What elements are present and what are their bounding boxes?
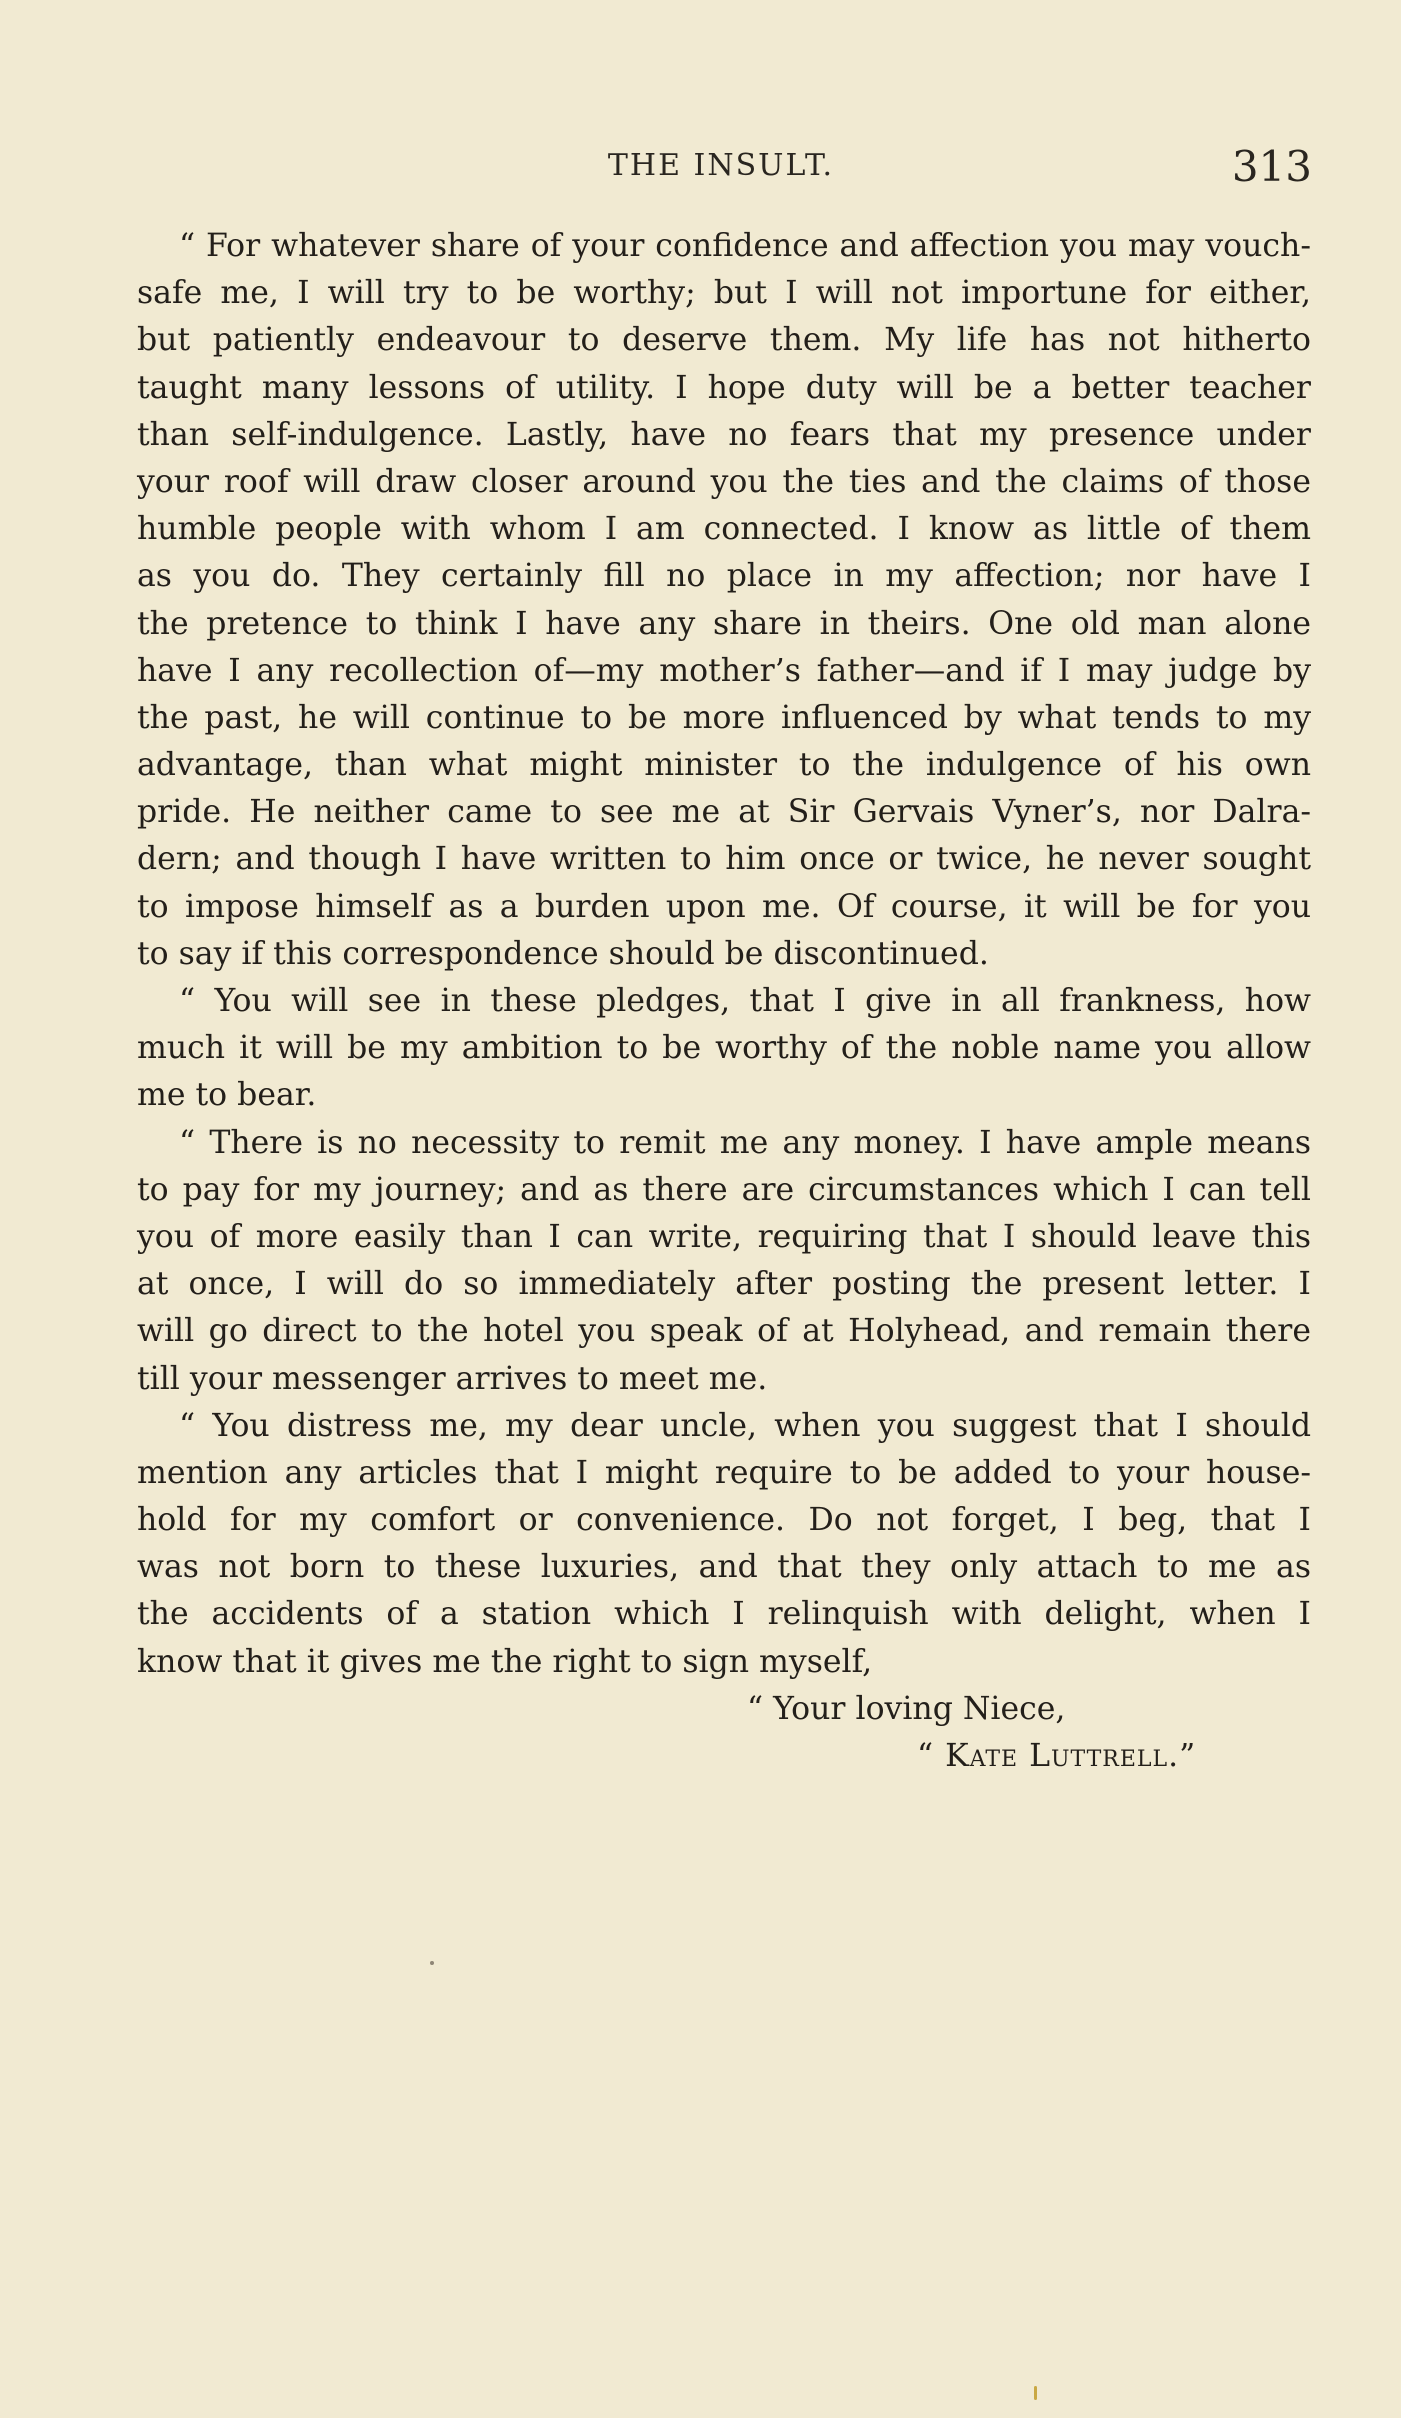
text-line: than self-indulgence. Lastly, have no fears that my presence under <box>137 416 1311 453</box>
paper-speck <box>1034 2386 1037 2400</box>
text-line: hold for my comfort or convenience. Do not forget, I beg, that I <box>137 1502 1311 1539</box>
text-line: to say if this correspondence should be discontinued. <box>137 935 989 972</box>
text-line: humble people with whom I am connected. I know as little of them <box>137 511 1311 548</box>
text-line: “ You distress me, my dear uncle, when you suggest that I should <box>179 1407 1311 1444</box>
letter-text <box>137 223 1311 1780</box>
text-line: mention any articles that I might require to be added to your house- <box>137 1454 1311 1491</box>
text-line: but patiently endeavour to deserve them. My life has not hitherto <box>137 322 1311 359</box>
text-line: have I any recollection of—my mother’s father—and if I may judge by <box>137 652 1311 689</box>
text-line: much it will be my ambition to be worthy of the noble name you allow <box>137 1030 1311 1067</box>
paper-speck <box>430 1961 434 1965</box>
text-line: “ You will see in these pledges, that I give in all frankness, how <box>179 983 1311 1019</box>
text-line: the accidents of a station which I relinquish with delight, when I <box>137 1596 1311 1633</box>
text-line: at once, I will do so immediately after posting the present letter. I <box>137 1266 1311 1303</box>
text-line: the past, he will continue to be more influenced by what tends to my <box>137 699 1311 736</box>
text-line: to impose himself as a burden upon me. Of course, it will be for you <box>137 888 1311 925</box>
letter-signature: “ Kate Luttrell.” <box>917 1738 1197 1774</box>
page-number: 313 <box>1231 142 1312 191</box>
text-line: the pretence to think I have any share in theirs. One old man alone <box>137 605 1311 642</box>
text-line: till your messenger arrives to meet me. <box>137 1360 768 1397</box>
text-line: will go direct to the hotel you speak of at Holyhead, and remain there <box>137 1313 1311 1350</box>
text-line: me to bear. <box>137 1077 317 1114</box>
text-line: pride. He neither came to see me at Sir Gervais Vyner’s, nor Dalra- <box>137 794 1311 831</box>
text-line: “ There is no necessity to remit me any money. I have ample means <box>179 1124 1311 1161</box>
text-line: “ For whatever share of your confidence and affection you may vouch- <box>179 228 1311 264</box>
text-line: taught many lessons of utility. I hope duty will be a better teacher <box>137 369 1311 406</box>
text-line: your roof will draw closer around you the ties and the claims of those <box>137 463 1311 500</box>
letter-closing: “ Your loving Niece, <box>747 1690 1066 1727</box>
text-line: was not born to these luxuries, and that they only attach to me as <box>137 1549 1311 1586</box>
text-line: as you do. They certainly fill no place in my affection; nor have I <box>137 558 1311 595</box>
text-line: you of more easily than I can write, requiring that I should leave this <box>137 1218 1311 1255</box>
page-header <box>130 142 1312 198</box>
text-line: safe me, I will try to be worthy; but I will not importune for either, <box>137 275 1311 312</box>
running-title: THE INSULT. <box>607 148 835 183</box>
text-line: know that it gives me the right to sign myself, <box>137 1643 873 1680</box>
text-line: dern; and though I have written to him once or twice, he never sought <box>137 841 1311 878</box>
text-line: to pay for my journey; and as there are circumstances which I can tell <box>137 1171 1311 1208</box>
text-line: advantage, than what might minister to the indulgence of his own <box>137 747 1311 784</box>
